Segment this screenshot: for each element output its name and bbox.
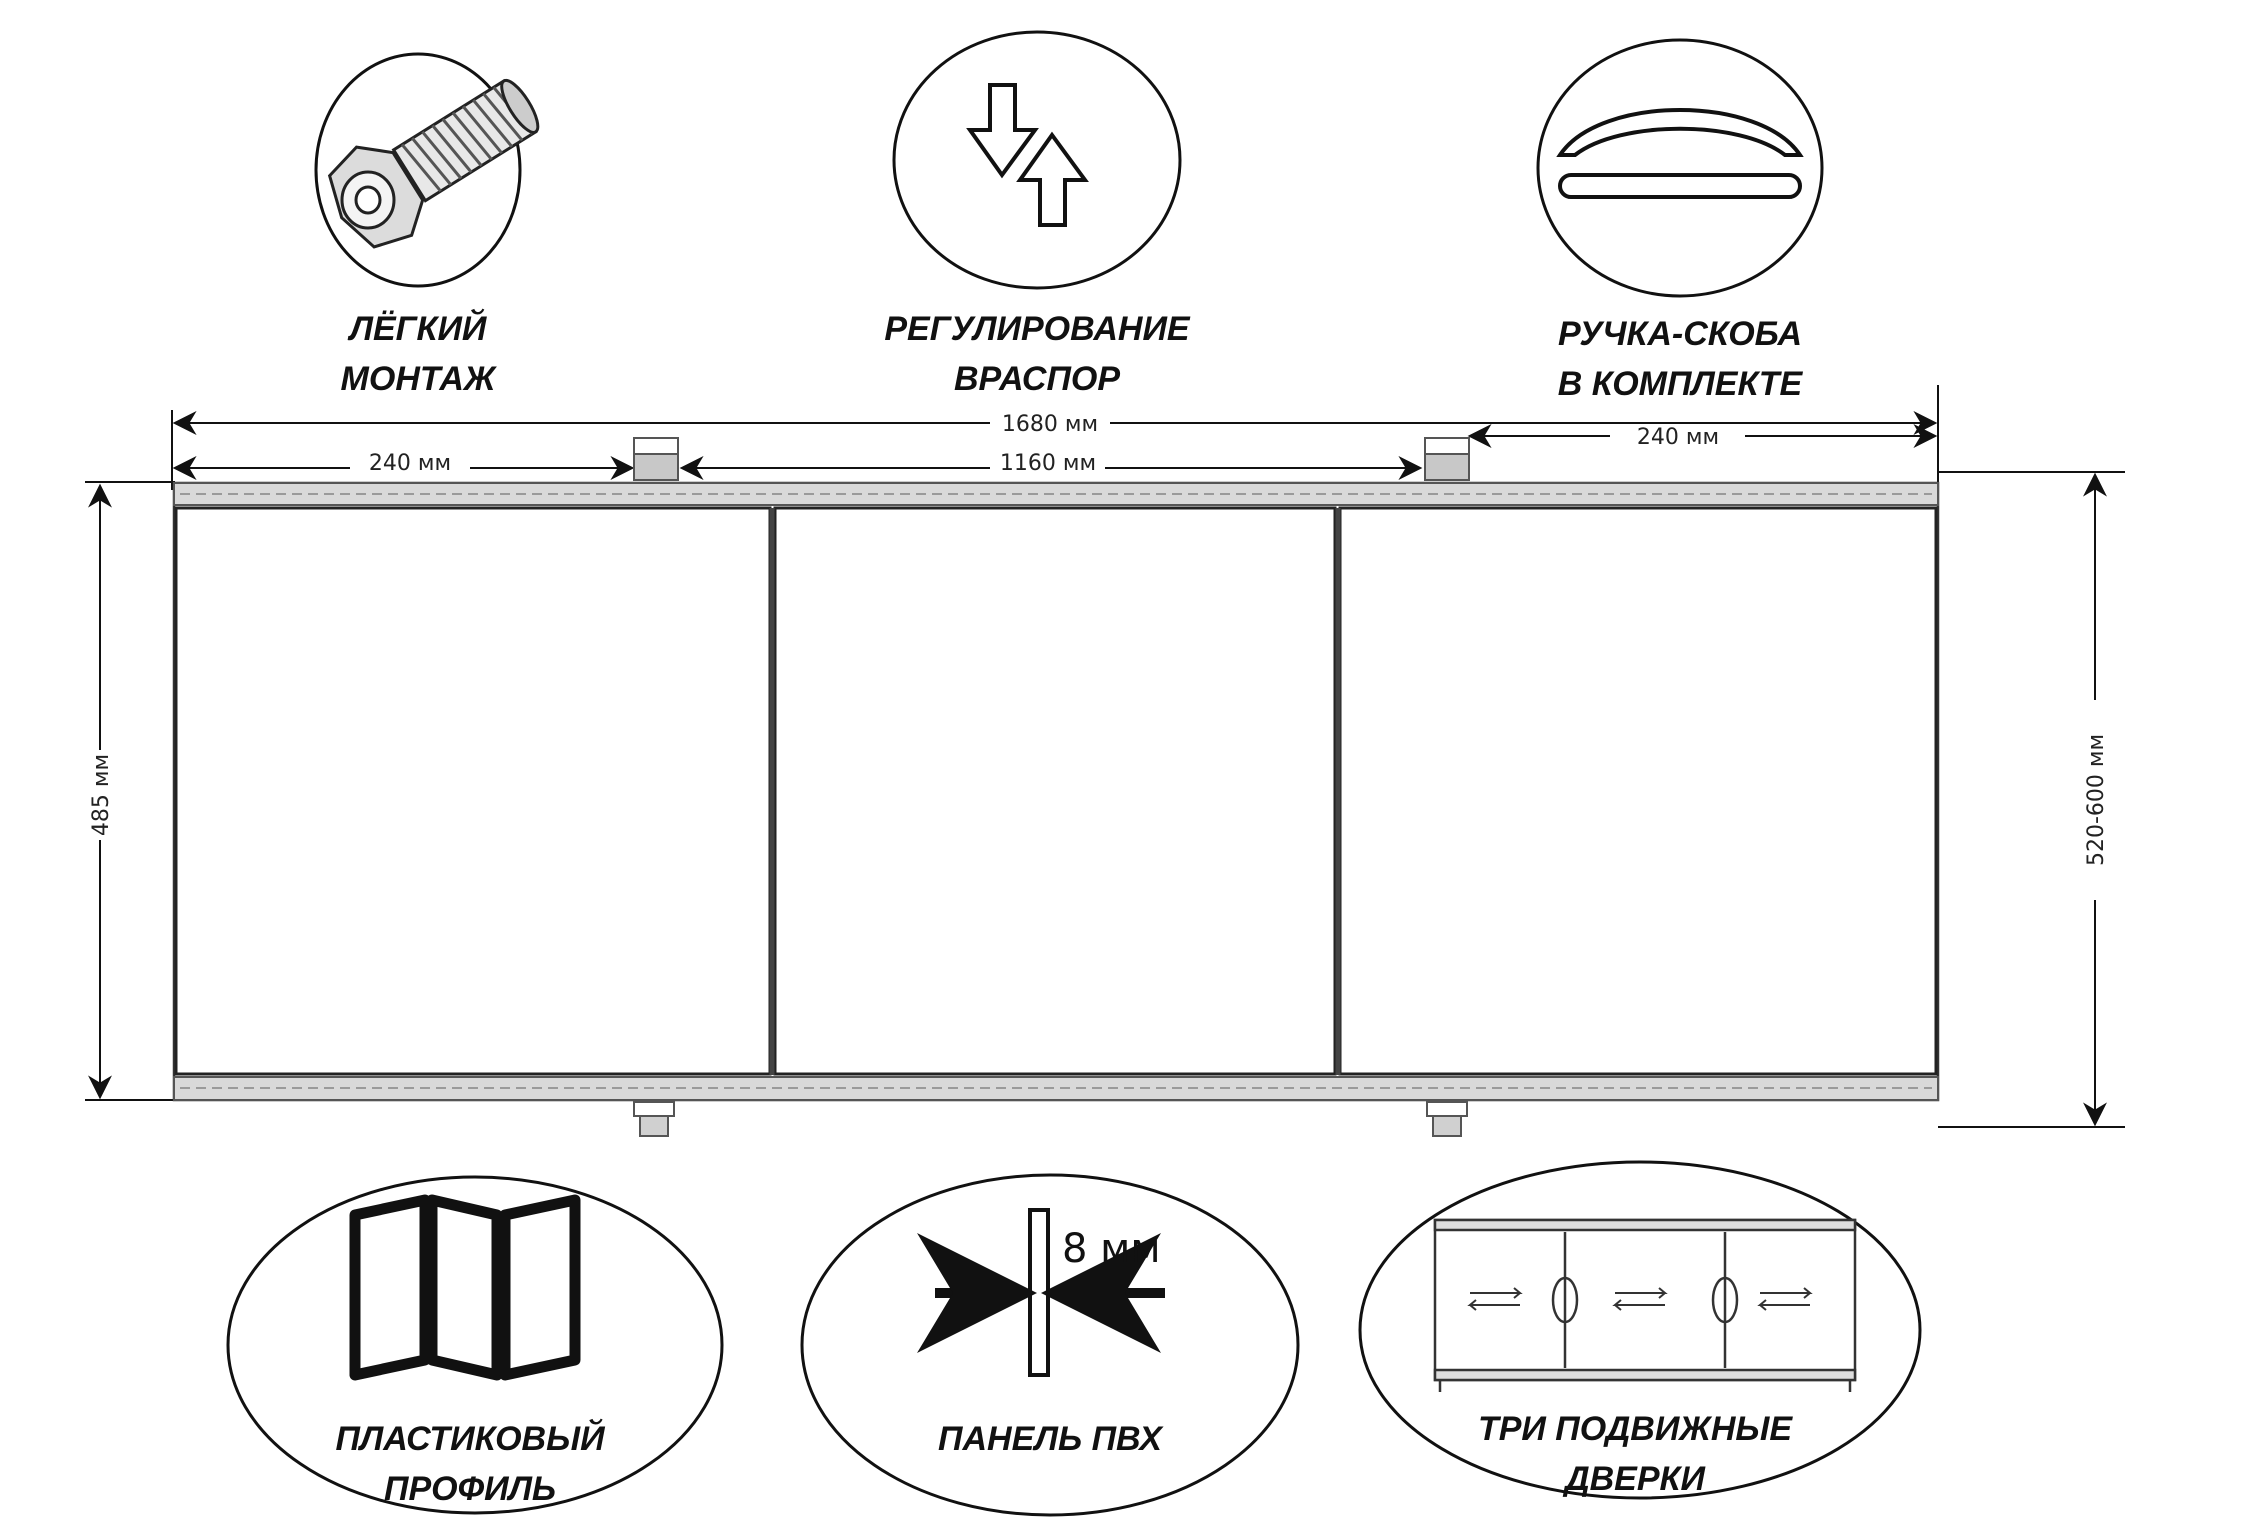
feature-adjust	[884, 32, 1191, 398]
feature-doors	[1360, 1162, 1920, 1498]
folding-profile-icon	[355, 1200, 575, 1375]
profile-line2: ПРОФИЛЬ	[383, 1470, 557, 1508]
adjust-line1: РЕГУЛИРОВАНИЕ	[884, 310, 1190, 348]
feature-profile	[228, 1177, 722, 1513]
top-adjuster-left	[634, 438, 678, 480]
top-adjuster-right	[1425, 438, 1469, 480]
foot-right	[1427, 1102, 1467, 1136]
bath-screen	[85, 438, 2125, 1136]
thickness-label: 8 мм	[1062, 1226, 1161, 1272]
dim-left-offset	[175, 451, 632, 476]
door-panel-right	[1340, 508, 1936, 1074]
door-panel-middle	[775, 508, 1335, 1074]
door-panel-left	[176, 508, 770, 1074]
foot-left	[634, 1102, 674, 1136]
doors-line1: ТРИ ПОДВИЖНЫЕ	[1477, 1410, 1793, 1448]
easy-mount-line2: МОНТАЖ	[340, 360, 496, 398]
adjust-height-label: 520-600 мм	[2084, 733, 2109, 867]
dim-adjust-height	[2084, 475, 2109, 1124]
handle-line1: РУЧКА-СКОБА	[1557, 315, 1803, 353]
feature-easy-mount	[314, 54, 556, 398]
height-label: 485 мм	[89, 753, 114, 837]
handle-line2: В КОМПЛЕКТЕ	[1557, 365, 1803, 403]
feature-panel	[802, 1175, 1298, 1515]
panel-line1: ПАНЕЛЬ ПВХ	[938, 1420, 1162, 1458]
adjust-line2: ВРАСПОР	[953, 360, 1121, 398]
left-offset-label: 240 мм	[368, 451, 452, 476]
doors-line2: ДВЕРКИ	[1565, 1460, 1705, 1498]
easy-mount-line1: ЛЁГКИЙ	[349, 310, 487, 348]
dim-height	[89, 486, 114, 1097]
dim-center-span	[682, 451, 1420, 476]
right-offset-label: 240 мм	[1636, 425, 1720, 450]
total-width-label: 1680 мм	[1001, 412, 1099, 437]
dim-right-offset	[1470, 425, 1935, 450]
profile-line1: ПЛАСТИКОВЫЙ	[335, 1420, 605, 1458]
feature-handle	[1538, 40, 1822, 403]
center-span-label: 1160 мм	[999, 451, 1097, 476]
